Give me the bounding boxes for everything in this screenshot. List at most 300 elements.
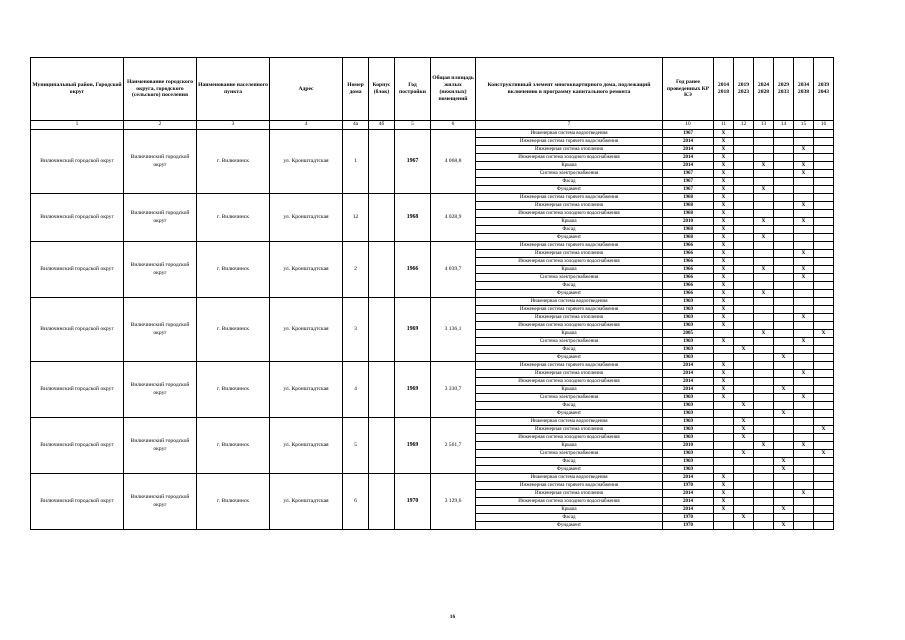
period-mark-cell	[774, 186, 794, 194]
period-mark-cell	[814, 194, 834, 202]
element-name-cell: Фасад	[476, 226, 663, 234]
element-name-cell: Инженерная система холодного водоснабжения	[476, 210, 663, 218]
period-mark-cell	[814, 402, 834, 410]
previous-repair-year-cell: 2014	[663, 162, 714, 170]
period-mark-cell	[714, 418, 734, 426]
header-period: 2019 2023	[734, 58, 754, 121]
element-name-cell: Инженерная система холодного водоснабжения	[476, 498, 663, 506]
previous-repair-year-cell: 1969	[663, 306, 714, 314]
column-number: 3	[197, 121, 270, 130]
period-mark-cell	[814, 314, 834, 322]
column-number: 10	[663, 121, 714, 130]
period-mark-cell	[814, 378, 834, 386]
element-name-cell: Фасад	[476, 514, 663, 522]
period-mark-cell	[794, 434, 814, 442]
corpus-cell	[369, 418, 395, 474]
element-name-cell: Крыша	[476, 162, 663, 170]
period-mark-cell	[774, 210, 794, 218]
period-mark-cell	[734, 522, 754, 530]
period-mark-cell	[794, 482, 814, 490]
period-mark-cell	[774, 322, 794, 330]
period-mark-cell	[714, 466, 734, 474]
period-mark-cell: Х	[714, 250, 734, 258]
house-number-cell: 5	[343, 418, 369, 474]
house-number-cell: 3	[343, 298, 369, 362]
previous-repair-year-cell: 1967	[663, 170, 714, 178]
period-mark-cell	[754, 498, 774, 506]
period-mark-cell	[754, 386, 774, 394]
previous-repair-year-cell: 2010	[663, 218, 714, 226]
period-mark-cell	[734, 234, 754, 242]
column-number: 12	[734, 121, 754, 130]
house-number-cell: 2	[343, 242, 369, 298]
period-mark-cell	[754, 138, 774, 146]
area-cell: 4 068,8	[431, 130, 476, 194]
period-mark-cell	[774, 138, 794, 146]
previous-repair-year-cell: 2005	[663, 330, 714, 338]
period-mark-cell	[774, 434, 794, 442]
period-mark-cell	[794, 386, 814, 394]
previous-repair-year-cell: 2014	[663, 362, 714, 370]
period-mark-cell: Х	[754, 218, 774, 226]
period-mark-cell	[754, 418, 774, 426]
period-mark-cell	[754, 482, 774, 490]
element-row	[31, 194, 834, 202]
previous-repair-year-cell: 1969	[663, 458, 714, 466]
period-mark-cell	[714, 346, 734, 354]
period-mark-cell: Х	[714, 154, 734, 162]
year-built-cell: 1969	[395, 362, 431, 418]
district-cell: Вилючинский городской округ	[31, 474, 124, 530]
element-name-cell: Фасад	[476, 282, 663, 290]
period-mark-cell	[714, 450, 734, 458]
period-mark-cell	[814, 218, 834, 226]
element-name-cell: Фасад	[476, 346, 663, 354]
period-mark-cell	[774, 170, 794, 178]
period-mark-cell	[814, 322, 834, 330]
period-mark-cell: Х	[714, 370, 734, 378]
year-built-cell: 1966	[395, 242, 431, 298]
settlement-cell: Вилючинский городской округ	[124, 130, 197, 194]
period-mark-cell	[774, 482, 794, 490]
previous-repair-year-cell: 2014	[663, 154, 714, 162]
element-name-cell: Инженерная система холодного водоснабжения	[476, 434, 663, 442]
header-period: 2014 2018	[714, 58, 734, 121]
period-mark-cell: Х	[714, 218, 734, 226]
element-name-cell: Инженерная система холодного водоснабжения	[476, 154, 663, 162]
previous-repair-year-cell: 1969	[663, 426, 714, 434]
period-mark-cell	[814, 506, 834, 514]
period-mark-cell	[754, 506, 774, 514]
period-mark-cell: Х	[714, 234, 734, 242]
period-mark-cell	[794, 234, 814, 242]
period-mark-cell	[714, 410, 734, 418]
period-mark-cell	[734, 162, 754, 170]
period-mark-cell	[734, 442, 754, 450]
period-mark-cell: Х	[774, 386, 794, 394]
previous-repair-year-cell: 1969	[663, 298, 714, 306]
period-mark-cell	[814, 170, 834, 178]
period-mark-cell	[774, 274, 794, 282]
period-mark-cell	[794, 506, 814, 514]
column-number: 13	[754, 121, 774, 130]
address-cell: ул. Кронштадтская	[270, 130, 343, 194]
element-name-cell: Инженерная система горячего водоснабжения	[476, 482, 663, 490]
period-mark-cell	[814, 482, 834, 490]
period-mark-cell	[794, 138, 814, 146]
period-mark-cell	[754, 458, 774, 466]
period-mark-cell: Х	[714, 194, 734, 202]
previous-repair-year-cell: 1966	[663, 290, 714, 298]
period-mark-cell: Х	[714, 170, 734, 178]
period-mark-cell	[814, 274, 834, 282]
column-number: 4а	[343, 121, 369, 130]
period-mark-cell	[794, 346, 814, 354]
page-number: 16	[449, 614, 456, 620]
previous-repair-year-cell: 1966	[663, 274, 714, 282]
period-mark-cell: Х	[734, 434, 754, 442]
period-mark-cell	[814, 146, 834, 154]
element-name-cell: Фасад	[476, 458, 663, 466]
previous-repair-year-cell: 1969	[663, 450, 714, 458]
element-name-cell: Система электроснабжения	[476, 450, 663, 458]
previous-repair-year-cell: 1966	[663, 266, 714, 274]
locality-cell: г. Вилючинск	[197, 242, 270, 298]
period-mark-cell	[774, 146, 794, 154]
element-name-cell: Фундамент	[476, 354, 663, 362]
period-mark-cell	[814, 434, 834, 442]
period-mark-cell	[794, 498, 814, 506]
locality-cell: г. Вилючинск	[197, 362, 270, 418]
period-mark-cell	[774, 402, 794, 410]
locality-cell: г. Вилючинск	[197, 474, 270, 530]
period-mark-cell	[734, 242, 754, 250]
address-cell: ул. Кронштадтская	[270, 474, 343, 530]
period-mark-cell: Х	[714, 266, 734, 274]
period-mark-cell	[734, 362, 754, 370]
previous-repair-year-cell: 2014	[663, 490, 714, 498]
period-mark-cell	[774, 226, 794, 234]
previous-repair-year-cell: 2014	[663, 474, 714, 482]
period-mark-cell	[794, 522, 814, 530]
period-mark-cell	[814, 362, 834, 370]
element-name-cell: Инженерная система водоотведения	[476, 474, 663, 482]
period-mark-cell	[734, 274, 754, 282]
period-mark-cell	[794, 290, 814, 298]
period-mark-cell	[774, 242, 794, 250]
period-mark-cell: Х	[794, 266, 814, 274]
period-mark-cell	[734, 194, 754, 202]
corpus-cell	[369, 298, 395, 362]
period-mark-cell	[754, 282, 774, 290]
previous-repair-year-cell: 2014	[663, 386, 714, 394]
period-mark-cell	[734, 498, 754, 506]
period-mark-cell	[774, 514, 794, 522]
period-mark-cell	[754, 194, 774, 202]
element-name-cell: Фундамент	[476, 410, 663, 418]
element-name-cell: Инженерная система отопления	[476, 250, 663, 258]
year-built-cell: 1967	[395, 130, 431, 194]
period-mark-cell	[814, 522, 834, 530]
period-mark-cell	[794, 154, 814, 162]
period-mark-cell	[754, 354, 774, 362]
period-mark-cell	[814, 154, 834, 162]
period-mark-cell	[774, 314, 794, 322]
period-mark-cell: Х	[734, 402, 754, 410]
previous-repair-year-cell: 1969	[663, 322, 714, 330]
area-cell: 3 129,6	[431, 474, 476, 530]
period-mark-cell	[714, 522, 734, 530]
previous-repair-year-cell: 1970	[663, 482, 714, 490]
repair-program-table	[30, 57, 834, 530]
period-mark-cell	[754, 466, 774, 474]
period-mark-cell: Х	[754, 186, 774, 194]
previous-repair-year-cell: 1970	[663, 514, 714, 522]
period-mark-cell	[814, 498, 834, 506]
period-mark-cell	[754, 210, 774, 218]
element-name-cell: Инженерная система горячего водоснабжения	[476, 242, 663, 250]
header-period: 2039 2043	[814, 58, 834, 121]
period-mark-cell	[794, 378, 814, 386]
element-row	[31, 298, 834, 306]
address-cell: ул. Кронштадтская	[270, 418, 343, 474]
period-mark-cell	[734, 146, 754, 154]
corpus-cell	[369, 362, 395, 418]
period-mark-cell	[714, 354, 734, 362]
period-mark-cell: Х	[774, 354, 794, 362]
period-mark-cell	[754, 274, 774, 282]
element-name-cell: Крыша	[476, 386, 663, 394]
period-mark-cell: Х	[714, 498, 734, 506]
period-mark-cell	[754, 450, 774, 458]
previous-repair-year-cell: 1969	[663, 354, 714, 362]
previous-repair-year-cell: 1968	[663, 226, 714, 234]
settlement-cell: Вилючинский городской округ	[124, 298, 197, 362]
period-mark-cell	[774, 258, 794, 266]
period-mark-cell: Х	[794, 146, 814, 154]
previous-repair-year-cell: 2014	[663, 498, 714, 506]
period-mark-cell: Х	[794, 218, 814, 226]
period-mark-cell: Х	[794, 170, 814, 178]
period-mark-cell	[714, 330, 734, 338]
period-mark-cell: Х	[814, 426, 834, 434]
period-mark-cell	[794, 418, 814, 426]
district-cell: Вилючинский городской округ	[31, 242, 124, 298]
element-name-cell: Фундамент	[476, 234, 663, 242]
period-mark-cell	[814, 282, 834, 290]
period-mark-cell	[814, 130, 834, 138]
element-name-cell: Фундамент	[476, 290, 663, 298]
period-mark-cell	[734, 370, 754, 378]
element-name-cell: Инженерная система отопления	[476, 314, 663, 322]
column-number: 15	[794, 121, 814, 130]
element-row	[31, 362, 834, 370]
element-name-cell: Фундамент	[476, 466, 663, 474]
header-period: 2029 2033	[774, 58, 794, 121]
element-name-cell: Система электроснабжения	[476, 394, 663, 402]
period-mark-cell	[794, 298, 814, 306]
period-mark-cell	[794, 282, 814, 290]
element-name-cell: Система электроснабжения	[476, 338, 663, 346]
period-mark-cell: Х	[774, 410, 794, 418]
element-name-cell: Инженерная система холодного водоснабжения	[476, 378, 663, 386]
period-mark-cell	[774, 162, 794, 170]
period-mark-cell: Х	[754, 290, 774, 298]
period-mark-cell: Х	[714, 506, 734, 514]
period-mark-cell: Х	[794, 490, 814, 498]
period-mark-cell	[754, 130, 774, 138]
period-mark-cell: Х	[714, 338, 734, 346]
period-mark-cell	[754, 522, 774, 530]
column-number: 1	[31, 121, 124, 130]
period-mark-cell: Х	[734, 450, 754, 458]
settlement-cell: Вилючинский городской округ	[124, 418, 197, 474]
period-mark-cell: Х	[734, 514, 754, 522]
district-cell: Вилючинский городской округ	[31, 418, 124, 474]
period-mark-cell	[774, 218, 794, 226]
period-mark-cell	[734, 338, 754, 346]
previous-repair-year-cell: 2014	[663, 146, 714, 154]
period-mark-cell: Х	[754, 162, 774, 170]
period-mark-cell	[814, 202, 834, 210]
period-mark-cell: Х	[774, 466, 794, 474]
period-mark-cell: Х	[794, 314, 814, 322]
period-mark-cell	[814, 298, 834, 306]
previous-repair-year-cell: 1968	[663, 202, 714, 210]
period-mark-cell	[814, 162, 834, 170]
column-number: 6	[431, 121, 476, 130]
period-mark-cell	[814, 346, 834, 354]
period-mark-cell	[734, 250, 754, 258]
period-mark-cell	[734, 226, 754, 234]
period-mark-cell	[774, 266, 794, 274]
district-cell: Вилючинский городской округ	[31, 362, 124, 418]
period-mark-cell: Х	[714, 258, 734, 266]
period-mark-cell: Х	[734, 346, 754, 354]
period-mark-cell: Х	[714, 490, 734, 498]
header-house-number: Номер дома	[343, 58, 369, 121]
address-cell: ул. Кронштадтская	[270, 242, 343, 298]
period-mark-cell	[774, 194, 794, 202]
period-mark-cell: Х	[814, 450, 834, 458]
period-mark-cell	[814, 370, 834, 378]
period-mark-cell	[774, 178, 794, 186]
period-mark-cell	[734, 466, 754, 474]
period-mark-cell	[774, 498, 794, 506]
locality-cell: г. Вилючинск	[197, 418, 270, 474]
element-name-cell: Инженерная система водоотведения	[476, 418, 663, 426]
period-mark-cell	[734, 202, 754, 210]
period-mark-cell: Х	[714, 138, 734, 146]
period-mark-cell	[814, 258, 834, 266]
period-mark-cell	[774, 370, 794, 378]
period-mark-cell	[774, 202, 794, 210]
area-cell: 3 136,1	[431, 298, 476, 362]
element-name-cell: Инженерная система отопления	[476, 426, 663, 434]
header-row	[31, 58, 834, 121]
period-mark-cell	[794, 306, 814, 314]
previous-repair-year-cell: 2014	[663, 378, 714, 386]
period-mark-cell	[794, 402, 814, 410]
period-mark-cell: Х	[814, 330, 834, 338]
previous-repair-year-cell: 1966	[663, 242, 714, 250]
period-mark-cell	[734, 410, 754, 418]
period-mark-cell: Х	[794, 370, 814, 378]
period-mark-cell	[774, 474, 794, 482]
element-row	[31, 418, 834, 426]
period-mark-cell	[814, 490, 834, 498]
header-corpus: Корпус (блок)	[369, 58, 395, 121]
period-mark-cell	[734, 218, 754, 226]
settlement-cell: Вилючинский городской округ	[124, 194, 197, 242]
period-mark-cell	[774, 306, 794, 314]
period-mark-cell	[774, 298, 794, 306]
period-mark-cell: Х	[794, 394, 814, 402]
period-mark-cell	[754, 370, 774, 378]
element-name-cell: Крыша	[476, 442, 663, 450]
corpus-cell	[369, 130, 395, 194]
period-mark-cell	[794, 354, 814, 362]
period-mark-cell	[794, 426, 814, 434]
period-mark-cell: Х	[754, 442, 774, 450]
period-mark-cell: Х	[714, 314, 734, 322]
period-mark-cell: Х	[794, 250, 814, 258]
period-mark-cell	[734, 306, 754, 314]
period-mark-cell	[814, 186, 834, 194]
period-mark-cell	[734, 178, 754, 186]
period-mark-cell	[754, 170, 774, 178]
period-mark-cell	[754, 146, 774, 154]
period-mark-cell	[774, 234, 794, 242]
period-mark-cell	[794, 514, 814, 522]
column-number: 16	[814, 121, 834, 130]
previous-repair-year-cell: 2014	[663, 506, 714, 514]
period-mark-cell	[794, 186, 814, 194]
period-mark-cell	[794, 474, 814, 482]
element-name-cell: Инженерная система горячего водоснабжения	[476, 306, 663, 314]
previous-repair-year-cell: 1969	[663, 338, 714, 346]
previous-repair-year-cell: 1969	[663, 418, 714, 426]
area-cell: 2 561,7	[431, 418, 476, 474]
period-mark-cell	[734, 378, 754, 386]
period-mark-cell	[734, 298, 754, 306]
previous-repair-year-cell: 1969	[663, 346, 714, 354]
period-mark-cell	[794, 450, 814, 458]
address-cell: ул. Кронштадтская	[270, 298, 343, 362]
period-mark-cell	[714, 514, 734, 522]
header-locality: Наименование населенного пункта	[197, 58, 270, 121]
period-mark-cell	[734, 210, 754, 218]
year-built-cell: 1970	[395, 474, 431, 530]
settlement-cell: Вилючинский городской округ	[124, 242, 197, 298]
period-mark-cell	[734, 258, 754, 266]
header-period: 2034 2038	[794, 58, 814, 121]
period-mark-cell	[734, 186, 754, 194]
period-mark-cell	[754, 394, 774, 402]
period-mark-cell	[734, 490, 754, 498]
previous-repair-year-cell: 2014	[663, 138, 714, 146]
period-mark-cell	[754, 314, 774, 322]
period-mark-cell	[734, 290, 754, 298]
period-mark-cell	[814, 306, 834, 314]
period-mark-cell	[794, 258, 814, 266]
element-name-cell: Крыша	[476, 506, 663, 514]
locality-cell: г. Вилючинск	[197, 298, 270, 362]
period-mark-cell	[714, 402, 734, 410]
period-mark-cell: Х	[754, 234, 774, 242]
period-mark-cell	[774, 426, 794, 434]
period-mark-cell	[754, 474, 774, 482]
